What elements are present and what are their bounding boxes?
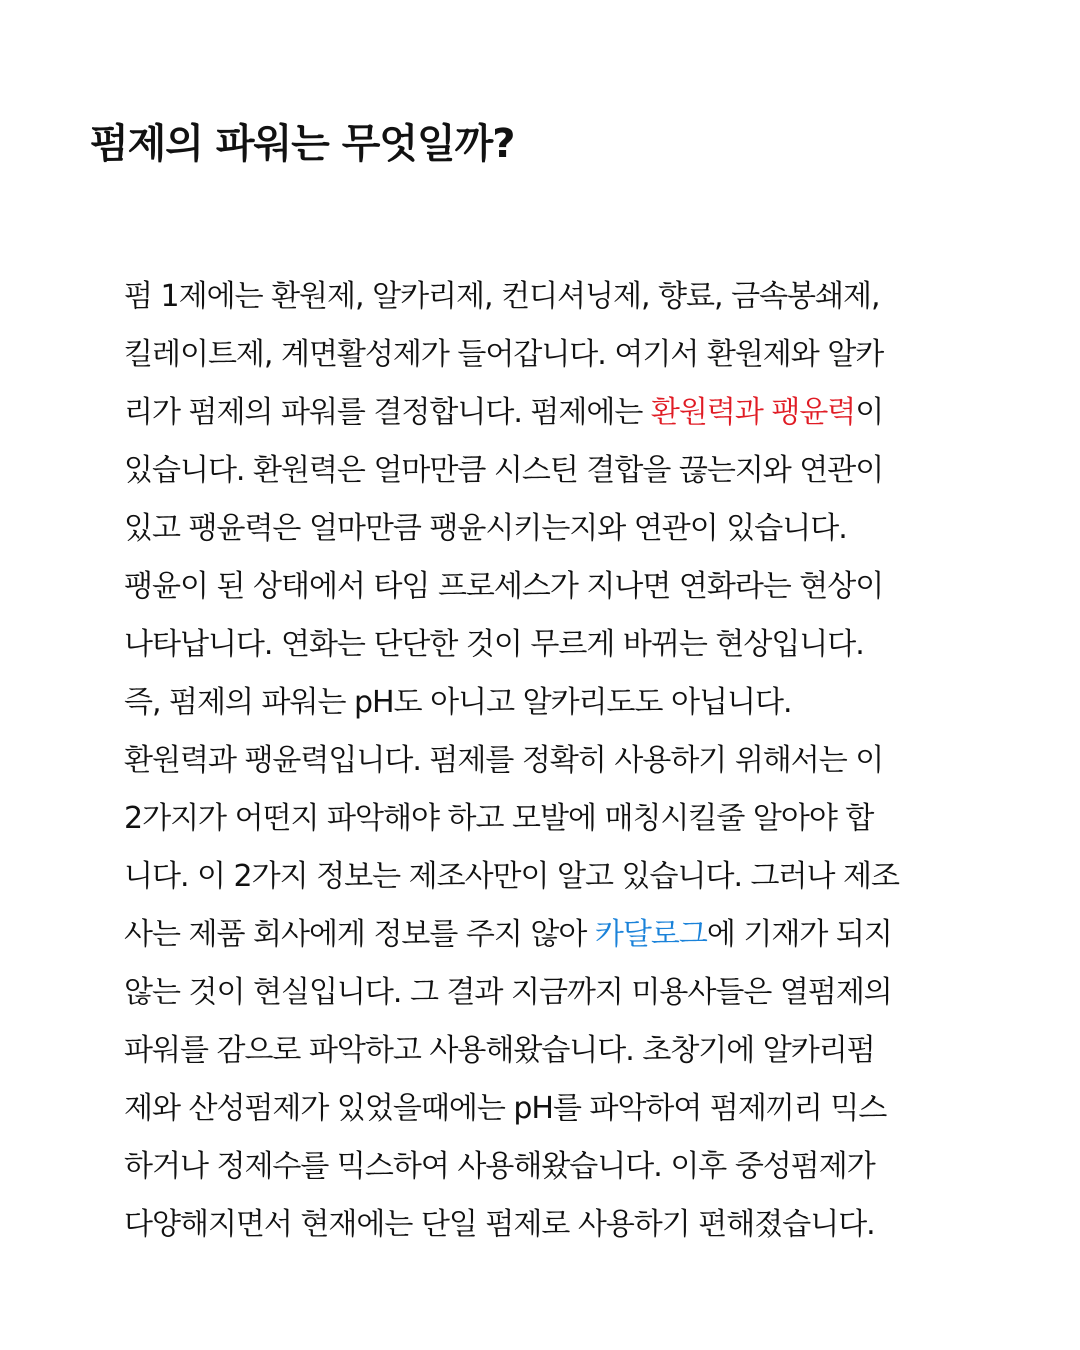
text-line [124, 906, 1024, 964]
text-line: 다양해지면서 현재에는 단일 펌제로 사용하기 편해졌습니다. [124, 1207, 875, 1242]
text-segment: 에 기재가 되지 [706, 917, 892, 952]
text-line: 킬레이트제, 계면활성제가 들어갑니다. 여기서 환원제와 알카 [124, 337, 884, 372]
text-line: 니다. 이 2가지 정보는 제조사만이 알고 있습니다. 그러나 제조 [124, 859, 899, 894]
text-segment: 이 [855, 395, 884, 430]
highlight-reduction-swelling: 환원력과 팽윤력 [650, 395, 856, 430]
page-title: 펌제의 파워는 무엇일까? [90, 121, 515, 167]
text-line: 파워를 감으로 파악하고 사용해왔습니다. 초창기에 알카리펌 [124, 1033, 875, 1068]
text-line: 팽윤이 된 상태에서 타임 프로세스가 지나면 연화라는 현상이 [124, 569, 884, 604]
text-line: 않는 것이 현실입니다. 그 결과 지금까지 미용사들은 열펌제의 [124, 975, 892, 1010]
text-segment: 리가 펌제의 파워를 결정합니다. 펌제에는 [124, 395, 651, 430]
text-line: 하거나 정제수를 믹스하여 사용해왔습니다. 이후 중성펌제가 [124, 1149, 875, 1184]
text-segment: 사는 제품 회사에게 정보를 주지 않아 [124, 917, 595, 952]
text-line: 제와 산성펌제가 있었을때에는 pH를 파악하여 펌제끼리 믹스 [124, 1091, 887, 1126]
text-line: 있습니다. 환원력은 얼마만큼 시스틴 결합을 끊는지와 연관이 [124, 453, 884, 488]
text-line: 2가지가 어떤지 파악해야 하고 모발에 매칭시킬줄 알아야 합 [124, 801, 874, 836]
text-line [124, 384, 1024, 442]
text-line: 즉, 펌제의 파워는 pH도 아니고 알카리도도 아닙니다. [124, 685, 792, 720]
body-paragraph [124, 268, 1024, 1254]
text-line: 나타납니다. 연화는 단단한 것이 무르게 바뀌는 현상입니다. [124, 627, 864, 662]
text-line: 있고 팽윤력은 얼마만큼 팽윤시키는지와 연관이 있습니다. [124, 511, 847, 546]
text-line: 펌 1제에는 환원제, 알카리제, 컨디셔닝제, 향료, 금속봉쇄제, [124, 279, 880, 314]
text-line: 환원력과 팽윤력입니다. 펌제를 정확히 사용하기 위해서는 이 [124, 743, 884, 778]
highlight-catalog: 카달로그 [594, 917, 707, 952]
